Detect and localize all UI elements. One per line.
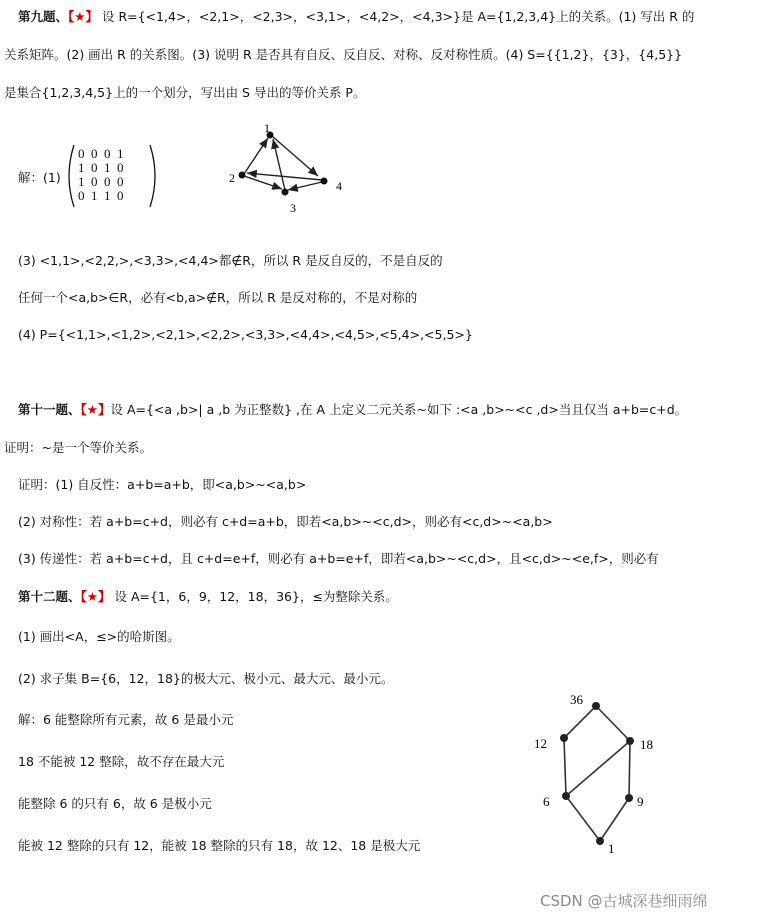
- relation-graph: [220, 120, 360, 220]
- edge-2-3: [244, 176, 282, 189]
- matrix-row: 1 0 1 0: [78, 160, 124, 175]
- hasse-diagram: [520, 688, 670, 858]
- q9-line-1: [18, 9, 694, 25]
- hasse-node-36: [592, 702, 600, 710]
- graph-label-2: 2: [229, 171, 235, 185]
- hasse-edge-18-9: [629, 741, 630, 798]
- q9-star: 【★】: [68, 9, 98, 24]
- graph-node-2: [239, 172, 246, 179]
- q12-sub-2: (2) 求子集 B={6，12，18}的极大元、极小元、最大元、最小元。: [18, 671, 394, 686]
- q12-answer-2: 18 不能被 12 整除，故不存在最大元: [18, 754, 225, 769]
- q11-proof-1: 证明：(1) 自反性：a+b=a+b，即<a,b>~<a,b>: [18, 477, 307, 492]
- q12-text-1: 设 A={1，6，9，12，18，36}，≤为整除关系。: [114, 589, 398, 604]
- q12-answer-1: 解：6 能整除所有元素，故 6 是最小元: [18, 712, 234, 727]
- hasse-node-6: [562, 792, 570, 800]
- matrix-row: 1 0 0 0: [78, 174, 124, 189]
- q9-text-1: 设 R={<1,4>，<2,1>，<2,3>，<3,1>，<4,2>，<4,3>}是 A={1,2,3,4}上的关系。(1) 写出 R 的: [101, 9, 695, 24]
- q9-answer-3a: (3) <1,1>,<2,2,>,<3,3>,<4,4>都∉R，所以 R 是反自反的，不是自反的: [18, 253, 443, 268]
- graph-label-3: 3: [290, 201, 296, 215]
- q12-title: 第十二题、: [18, 589, 81, 604]
- hasse-label-9: 9: [637, 794, 644, 809]
- matrix-row: 0 0 0 1: [78, 146, 124, 161]
- q12-star: 【★】: [80, 589, 111, 604]
- hasse-node-1: [596, 837, 604, 845]
- graph-node-3: [282, 189, 289, 196]
- q12-answer-3: 能整除 6 的只有 6，故 6 是极小元: [18, 796, 212, 811]
- hasse-label-18: 18: [640, 737, 653, 752]
- hasse-edge-36-12: [564, 706, 596, 738]
- q9-answer-4: (4) P={<1,1>,<1,2>,<2,1>,<2,2>,<3,3>,<4,4>,<4,5>,<5,4>,<5,5>}: [18, 327, 473, 342]
- hasse-edge-18-6: [566, 741, 630, 796]
- graph-node-4: [321, 178, 328, 185]
- edge-4-2: [247, 173, 322, 180]
- hasse-label-1: 1: [608, 841, 615, 856]
- hasse-edge-9-1: [600, 798, 629, 841]
- q9-title: 第九题、: [18, 9, 69, 24]
- hasse-edge-12-6: [564, 738, 566, 796]
- hasse-node-18: [626, 737, 634, 745]
- hasse-label-6: 6: [543, 794, 550, 809]
- q11-proof-2: (2) 对称性：若 a+b=c+d，则必有 c+d=a+b，即若<a,b>~<c,d>，则必有<c,d>~<a,b>: [18, 514, 553, 529]
- q9-answer-label: 解：(1): [18, 170, 61, 185]
- q9-text-2: 关系矩阵。(2) 画出 R 的关系图。(3) 说明 R 是否具有自反、反自反、对称、反对称性质。(4) S={{1,2}，{3}，{4,5}}: [4, 47, 683, 62]
- graph-label-4: 4: [336, 179, 342, 193]
- hasse-node-9: [625, 794, 633, 802]
- q11-line-1: [18, 402, 687, 418]
- q11-proof-intro: 证明：~是一个等价关系。: [4, 440, 152, 455]
- matrix-row: 0 1 1 0: [78, 188, 124, 203]
- hasse-edge-36-18: [596, 706, 630, 741]
- q12-sub-1: (1) 画出<A，≤>的哈斯图。: [18, 629, 180, 644]
- q11-proof-3: (3) 传递性：若 a+b=c+d，且 c+d=e+f，则必有 a+b=e+f，即若<a,b>~<c,d>，且<c,d>~<e,f>，则必有: [18, 551, 659, 566]
- hasse-edge-6-1: [566, 796, 600, 841]
- q12-answer-4: 能被 12 整除的只有 12，能被 18 整除的只有 18，故 12、18 是极大元: [18, 838, 421, 853]
- graph-label-1: 1: [264, 121, 270, 135]
- q11-star: 【★】: [80, 402, 111, 417]
- q11-title: 第十一题、: [18, 402, 81, 417]
- edge-4-3: [288, 182, 322, 190]
- hasse-label-36: 36: [570, 692, 583, 707]
- hasse-label-12: 12: [534, 736, 547, 751]
- q12-line-1: [18, 589, 398, 605]
- q9-text-3: 是集合{1,2,3,4,5}上的一个划分，写出由 S 导出的等价关系 P。: [4, 85, 366, 100]
- hasse-node-12: [560, 734, 568, 742]
- q11-text-1: 设 A={<a ,b>| a ,b 为正整数} ,在 A 上定义二元关系~如下 :<a ,b>~<c ,d>当且仅当 a+b=c+d。: [110, 402, 688, 417]
- watermark: CSDN @古城深巷细雨绵: [540, 892, 708, 910]
- edge-1-4: [272, 136, 318, 176]
- q9-answer-3b: 任何一个<a,b>∈R，必有<b,a>∉R，所以 R 是反对称的，不是对称的: [18, 290, 418, 305]
- edge-2-1: [244, 138, 268, 174]
